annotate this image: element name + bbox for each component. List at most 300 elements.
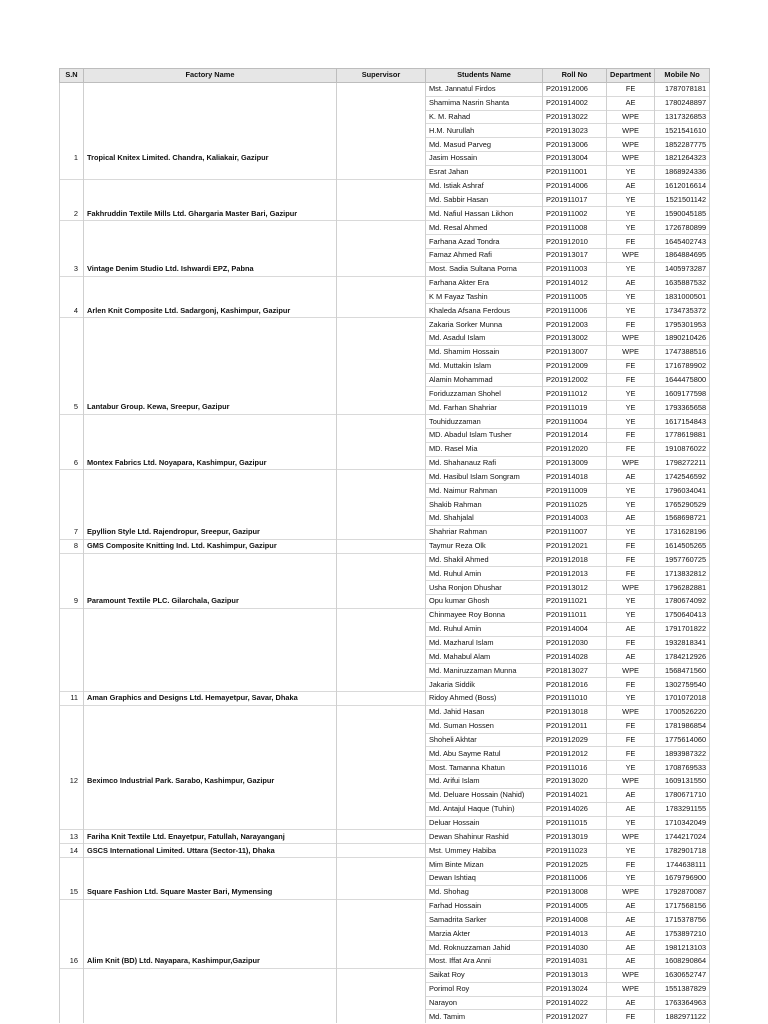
table-row — [60, 498, 710, 512]
roll-number-cell: P201914005 — [543, 899, 607, 913]
department-cell: FE — [607, 733, 655, 747]
roll-number-cell: P201911009 — [543, 484, 607, 498]
table-row — [60, 332, 710, 346]
factory-name-cell — [84, 761, 337, 775]
student-name-cell: K M Fayaz Tashin — [426, 290, 543, 304]
mobile-number-cell: 1753897210 — [655, 927, 710, 941]
department-cell: AE — [607, 96, 655, 110]
table-row — [60, 152, 710, 166]
table-row — [60, 775, 710, 789]
serial-number-cell — [60, 512, 84, 526]
roll-number-cell: P201911002 — [543, 207, 607, 221]
department-cell: AE — [607, 470, 655, 484]
student-name-cell: Foriduzzaman Shohel — [426, 387, 543, 401]
roll-number-cell: P201911005 — [543, 290, 607, 304]
factory-name-cell — [84, 788, 337, 802]
roll-number-cell: P201912011 — [543, 719, 607, 733]
serial-number-cell — [60, 235, 84, 249]
factory-name-cell — [84, 802, 337, 816]
roll-number-cell: P201911025 — [543, 498, 607, 512]
serial-number-cell — [60, 733, 84, 747]
mobile-number-cell: 1868924336 — [655, 165, 710, 179]
roll-number-cell: P201911010 — [543, 691, 607, 705]
department-cell: WPE — [607, 110, 655, 124]
table-row — [60, 138, 710, 152]
mobile-number-cell: 1784212926 — [655, 650, 710, 664]
factory-name-cell: GSCS International Limited. Uttara (Sector-11), Dhaka — [84, 844, 337, 858]
factory-name-cell — [84, 858, 337, 872]
factory-name-cell — [84, 110, 337, 124]
department-cell: YE — [607, 193, 655, 207]
serial-number-cell — [60, 1010, 84, 1023]
roll-number-cell: P201914003 — [543, 512, 607, 526]
factory-name-cell — [84, 733, 337, 747]
mobile-number-cell: 1831000501 — [655, 290, 710, 304]
supervisor-cell — [337, 345, 426, 359]
department-cell: WPE — [607, 705, 655, 719]
mobile-number-cell: 1780671710 — [655, 788, 710, 802]
department-cell: YE — [607, 608, 655, 622]
roll-number-cell: P201914008 — [543, 913, 607, 927]
supervisor-cell — [337, 761, 426, 775]
serial-number-cell — [60, 761, 84, 775]
supervisor-cell — [337, 193, 426, 207]
table-row — [60, 858, 710, 872]
serial-number-cell: 1 — [60, 152, 84, 166]
factory-name-cell — [84, 941, 337, 955]
roll-number-cell: P201913023 — [543, 124, 607, 138]
factory-name-cell — [84, 678, 337, 692]
serial-number-cell: 9 — [60, 595, 84, 609]
supervisor-cell — [337, 290, 426, 304]
serial-number-cell — [60, 636, 84, 650]
factory-name-cell — [84, 248, 337, 262]
factory-name-cell — [84, 373, 337, 387]
mobile-number-cell: 1791701822 — [655, 622, 710, 636]
mobile-number-cell: 1781986854 — [655, 719, 710, 733]
table-row — [60, 428, 710, 442]
mobile-number-cell: 1882971122 — [655, 1010, 710, 1023]
student-name-cell: Shoheli Akhtar — [426, 733, 543, 747]
serial-number-cell — [60, 470, 84, 484]
mobile-number-cell: 1742546592 — [655, 470, 710, 484]
supervisor-cell — [337, 138, 426, 152]
table-row — [60, 387, 710, 401]
roll-number-cell: P201912030 — [543, 636, 607, 650]
supervisor-cell — [337, 802, 426, 816]
student-name-cell: Md. Maniruzzaman Munna — [426, 664, 543, 678]
table-row — [60, 844, 710, 858]
roll-number-cell: P201912014 — [543, 428, 607, 442]
factory-name-cell — [84, 567, 337, 581]
table-row — [60, 733, 710, 747]
roll-number-cell: P201811006 — [543, 871, 607, 885]
roll-number-cell: P201913012 — [543, 581, 607, 595]
mobile-number-cell: 1710342049 — [655, 816, 710, 830]
factory-name-cell — [84, 996, 337, 1010]
roll-number-cell: P201914026 — [543, 802, 607, 816]
roll-number-cell: P201911004 — [543, 415, 607, 429]
supervisor-cell — [337, 221, 426, 235]
student-name-cell: Dewan Shahinur Rashid — [426, 830, 543, 844]
department-cell: FE — [607, 636, 655, 650]
factory-name-cell: Epyllion Style Ltd. Rajendropur, Sreepur, Gazipur — [84, 525, 337, 539]
department-cell: YE — [607, 290, 655, 304]
department-cell: AE — [607, 955, 655, 969]
roll-number-cell: P201911019 — [543, 401, 607, 415]
roll-number-cell: P201914030 — [543, 941, 607, 955]
serial-number-cell — [60, 899, 84, 913]
student-name-cell: Touhiduzzaman — [426, 415, 543, 429]
table-row — [60, 982, 710, 996]
student-name-cell: Most. Iffat Ara Anni — [426, 955, 543, 969]
student-name-cell: Md. Roknuzzaman Jahid — [426, 941, 543, 955]
roll-number-cell: P201912029 — [543, 733, 607, 747]
serial-number-cell: 14 — [60, 844, 84, 858]
supervisor-cell — [337, 152, 426, 166]
supervisor-cell — [337, 968, 426, 982]
header-factory-name: Factory Name — [84, 69, 337, 83]
department-cell: AE — [607, 802, 655, 816]
serial-number-cell: 16 — [60, 955, 84, 969]
serial-number-cell — [60, 248, 84, 262]
student-name-cell: Saikat Roy — [426, 968, 543, 982]
factory-name-cell — [84, 332, 337, 346]
supervisor-cell — [337, 775, 426, 789]
factory-name-cell — [84, 415, 337, 429]
header-mobile-no: Mobile No — [655, 69, 710, 83]
student-name-cell: Md. Antajul Haque (Tuhin) — [426, 802, 543, 816]
factory-name-cell — [84, 982, 337, 996]
table-row — [60, 871, 710, 885]
supervisor-cell — [337, 276, 426, 290]
serial-number-cell: 6 — [60, 456, 84, 470]
roll-number-cell: P201913007 — [543, 345, 607, 359]
mobile-number-cell: 1521541610 — [655, 124, 710, 138]
serial-number-cell — [60, 927, 84, 941]
factory-name-cell — [84, 899, 337, 913]
student-name-cell: Md. Istiak Ashraf — [426, 179, 543, 193]
mobile-number-cell: 1957760725 — [655, 553, 710, 567]
mobile-number-cell: 1734735372 — [655, 304, 710, 318]
table-row — [60, 788, 710, 802]
serial-number-cell — [60, 581, 84, 595]
serial-number-cell: 8 — [60, 539, 84, 553]
mobile-number-cell: 1932818341 — [655, 636, 710, 650]
department-cell: AE — [607, 927, 655, 941]
serial-number-cell: 13 — [60, 830, 84, 844]
factory-name-cell — [84, 179, 337, 193]
roll-number-cell: P201914031 — [543, 955, 607, 969]
roll-number-cell: P201913008 — [543, 885, 607, 899]
department-cell: FE — [607, 359, 655, 373]
table-row — [60, 747, 710, 761]
student-name-cell: Md. Resal Ahmed — [426, 221, 543, 235]
department-cell: YE — [607, 401, 655, 415]
roll-number-cell: P201913024 — [543, 982, 607, 996]
factory-name-cell — [84, 359, 337, 373]
roll-number-cell: P201911023 — [543, 844, 607, 858]
mobile-number-cell: 1590045185 — [655, 207, 710, 221]
factory-name-cell — [84, 442, 337, 456]
roll-number-cell: P201914028 — [543, 650, 607, 664]
student-name-cell: Farhana Akter Era — [426, 276, 543, 290]
department-cell: AE — [607, 179, 655, 193]
table-row — [60, 359, 710, 373]
factory-name-cell: Fariha Knit Textile Ltd. Enayetpur, Fatullah, Narayanganj — [84, 830, 337, 844]
factory-name-cell: Beximco Industrial Park. Sarabo, Kashimpur, Gazipur — [84, 775, 337, 789]
roll-number-cell: P201813027 — [543, 664, 607, 678]
supervisor-cell — [337, 747, 426, 761]
student-name-cell: Md. Shamim Hossain — [426, 345, 543, 359]
department-cell: FE — [607, 235, 655, 249]
roll-number-cell: P201911008 — [543, 221, 607, 235]
table-row — [60, 941, 710, 955]
factory-name-cell — [84, 498, 337, 512]
factory-name-cell — [84, 927, 337, 941]
table-row — [60, 165, 710, 179]
supervisor-cell — [337, 248, 426, 262]
supervisor-cell — [337, 262, 426, 276]
student-name-cell: Md. Deluare Hossain (Nahid) — [426, 788, 543, 802]
student-name-cell: Md. Suman Hossen — [426, 719, 543, 733]
table-row — [60, 82, 710, 96]
header-students-name: Students Name — [426, 69, 543, 83]
department-cell: YE — [607, 221, 655, 235]
serial-number-cell — [60, 345, 84, 359]
mobile-number-cell: 1608290864 — [655, 955, 710, 969]
mobile-number-cell: 1405973287 — [655, 262, 710, 276]
mobile-number-cell: 1679796900 — [655, 871, 710, 885]
serial-number-cell: 12 — [60, 775, 84, 789]
student-name-cell: Marzia Akter — [426, 927, 543, 941]
department-cell: AE — [607, 650, 655, 664]
supervisor-cell — [337, 235, 426, 249]
serial-number-cell — [60, 290, 84, 304]
table-row — [60, 276, 710, 290]
department-cell: AE — [607, 276, 655, 290]
serial-number-cell — [60, 165, 84, 179]
table-row — [60, 705, 710, 719]
factory-name-cell: Tropical Knitex Limited. Chandra, Kaliakair, Gazipur — [84, 152, 337, 166]
supervisor-cell — [337, 1010, 426, 1023]
student-name-cell: Ridoy Ahmed (Boss) — [426, 691, 543, 705]
mobile-number-cell: 1864884695 — [655, 248, 710, 262]
serial-number-cell — [60, 871, 84, 885]
table-row — [60, 691, 710, 705]
mobile-number-cell: 1792870087 — [655, 885, 710, 899]
roll-number-cell: P201914012 — [543, 276, 607, 290]
department-cell: YE — [607, 871, 655, 885]
factory-name-cell: Square Fashion Ltd. Square Master Bari, Mymensing — [84, 885, 337, 899]
supervisor-cell — [337, 498, 426, 512]
table-row — [60, 456, 710, 470]
mobile-number-cell: 1731628196 — [655, 525, 710, 539]
serial-number-cell — [60, 428, 84, 442]
student-name-cell: Md. Arifui Islam — [426, 775, 543, 789]
student-name-cell: Samadrita Sarker — [426, 913, 543, 927]
table-row — [60, 816, 710, 830]
department-cell: AE — [607, 899, 655, 913]
factory-name-cell: Paramount Textile PLC. Gilarchala, Gazipur — [84, 595, 337, 609]
student-name-cell: Opu kumar Ghosh — [426, 595, 543, 609]
roll-number-cell: P201912003 — [543, 318, 607, 332]
supervisor-cell — [337, 82, 426, 96]
roll-number-cell: P201911015 — [543, 816, 607, 830]
supervisor-cell — [337, 470, 426, 484]
factory-name-cell — [84, 581, 337, 595]
roll-number-cell: P201913006 — [543, 138, 607, 152]
serial-number-cell — [60, 498, 84, 512]
serial-number-cell: 11 — [60, 691, 84, 705]
serial-number-cell: 7 — [60, 525, 84, 539]
student-name-cell: Alamin Mohammad — [426, 373, 543, 387]
supervisor-cell — [337, 705, 426, 719]
department-cell: YE — [607, 207, 655, 221]
roll-number-cell: P201914002 — [543, 96, 607, 110]
department-cell: WPE — [607, 885, 655, 899]
supervisor-cell — [337, 207, 426, 221]
mobile-number-cell: 1744217024 — [655, 830, 710, 844]
supervisor-cell — [337, 525, 426, 539]
factory-name-cell: Fakhruddin Textile Mills Ltd. Ghargaria Master Bari, Gazipur — [84, 207, 337, 221]
table-row — [60, 567, 710, 581]
supervisor-cell — [337, 899, 426, 913]
supervisor-cell — [337, 332, 426, 346]
department-cell: AE — [607, 941, 655, 955]
mobile-number-cell: 1717568156 — [655, 899, 710, 913]
mobile-number-cell: 1796034041 — [655, 484, 710, 498]
student-name-cell: Shakib Rahman — [426, 498, 543, 512]
roll-number-cell: P201911003 — [543, 262, 607, 276]
roll-number-cell: P201911012 — [543, 387, 607, 401]
department-cell: YE — [607, 262, 655, 276]
supervisor-cell — [337, 401, 426, 415]
roll-number-cell: P201911021 — [543, 595, 607, 609]
student-name-cell: Md. Sabbir Hasan — [426, 193, 543, 207]
department-cell: YE — [607, 525, 655, 539]
mobile-number-cell: 1981213103 — [655, 941, 710, 955]
student-name-cell: Md. Jahid Hasan — [426, 705, 543, 719]
header-row — [60, 69, 710, 83]
serial-number-cell — [60, 858, 84, 872]
factory-name-cell — [84, 193, 337, 207]
roll-number-cell: P201912025 — [543, 858, 607, 872]
supervisor-cell — [337, 165, 426, 179]
mobile-number-cell: 1763364963 — [655, 996, 710, 1010]
student-name-cell: Md. Tamim — [426, 1010, 543, 1023]
serial-number-cell — [60, 179, 84, 193]
department-cell: YE — [607, 415, 655, 429]
table-row — [60, 290, 710, 304]
department-cell: WPE — [607, 124, 655, 138]
factory-name-cell — [84, 82, 337, 96]
student-name-cell: H.M. Nurullah — [426, 124, 543, 138]
table-row — [60, 650, 710, 664]
roll-number-cell: P201912006 — [543, 82, 607, 96]
roll-number-cell: P201911016 — [543, 761, 607, 775]
department-cell: WPE — [607, 248, 655, 262]
mobile-number-cell: 1821264323 — [655, 152, 710, 166]
mobile-number-cell: 1778619881 — [655, 428, 710, 442]
department-cell: AE — [607, 622, 655, 636]
roll-number-cell: P201911011 — [543, 608, 607, 622]
supervisor-cell — [337, 844, 426, 858]
supervisor-cell — [337, 650, 426, 664]
table-row — [60, 318, 710, 332]
department-cell: YE — [607, 816, 655, 830]
department-cell: FE — [607, 678, 655, 692]
student-name-cell: Md. Shahjalal — [426, 512, 543, 526]
supervisor-cell — [337, 816, 426, 830]
serial-number-cell — [60, 332, 84, 346]
header-supervisor: Supervisor — [337, 69, 426, 83]
department-cell: YE — [607, 387, 655, 401]
department-cell: FE — [607, 539, 655, 553]
serial-number-cell — [60, 802, 84, 816]
roll-number-cell: P201914018 — [543, 470, 607, 484]
mobile-number-cell: 1551387829 — [655, 982, 710, 996]
department-cell: FE — [607, 747, 655, 761]
roll-number-cell: P201914006 — [543, 179, 607, 193]
roll-number-cell: P201913002 — [543, 332, 607, 346]
roll-number-cell: P201912013 — [543, 567, 607, 581]
roll-number-cell: P201812016 — [543, 678, 607, 692]
table-row — [60, 304, 710, 318]
student-name-cell: Chinmayee Roy Bonna — [426, 608, 543, 622]
supervisor-cell — [337, 428, 426, 442]
table-row — [60, 96, 710, 110]
supervisor-cell — [337, 830, 426, 844]
department-cell: WPE — [607, 664, 655, 678]
mobile-number-cell: 1765290529 — [655, 498, 710, 512]
roll-number-cell: P201912020 — [543, 442, 607, 456]
serial-number-cell — [60, 415, 84, 429]
department-cell: FE — [607, 567, 655, 581]
student-name-cell: Md. Ruhul Amin — [426, 567, 543, 581]
roll-number-cell: P201912002 — [543, 373, 607, 387]
department-cell: WPE — [607, 456, 655, 470]
header-sn: S.N — [60, 69, 84, 83]
department-cell: FE — [607, 553, 655, 567]
mobile-number-cell: 1716789902 — [655, 359, 710, 373]
roll-number-cell: P201914021 — [543, 788, 607, 802]
mobile-number-cell: 1568471560 — [655, 664, 710, 678]
supervisor-cell — [337, 415, 426, 429]
serial-number-cell — [60, 747, 84, 761]
roll-number-cell: P201912010 — [543, 235, 607, 249]
department-cell: YE — [607, 595, 655, 609]
table-row — [60, 401, 710, 415]
serial-number-cell — [60, 941, 84, 955]
factory-name-cell — [84, 318, 337, 332]
supervisor-cell — [337, 719, 426, 733]
table-row — [60, 761, 710, 775]
roll-number-cell: P201913018 — [543, 705, 607, 719]
mobile-number-cell: 1609131550 — [655, 775, 710, 789]
department-cell: WPE — [607, 581, 655, 595]
student-name-cell: Md. Shahanauz Rafi — [426, 456, 543, 470]
factory-name-cell — [84, 387, 337, 401]
factory-name-cell — [84, 608, 337, 622]
student-name-cell: Md. Asadul Islam — [426, 332, 543, 346]
supervisor-cell — [337, 318, 426, 332]
factory-name-cell — [84, 235, 337, 249]
supervisor-cell — [337, 636, 426, 650]
mobile-number-cell: 1910876022 — [655, 442, 710, 456]
student-name-cell: Md. Mazharul Islam — [426, 636, 543, 650]
table-row — [60, 1010, 710, 1023]
